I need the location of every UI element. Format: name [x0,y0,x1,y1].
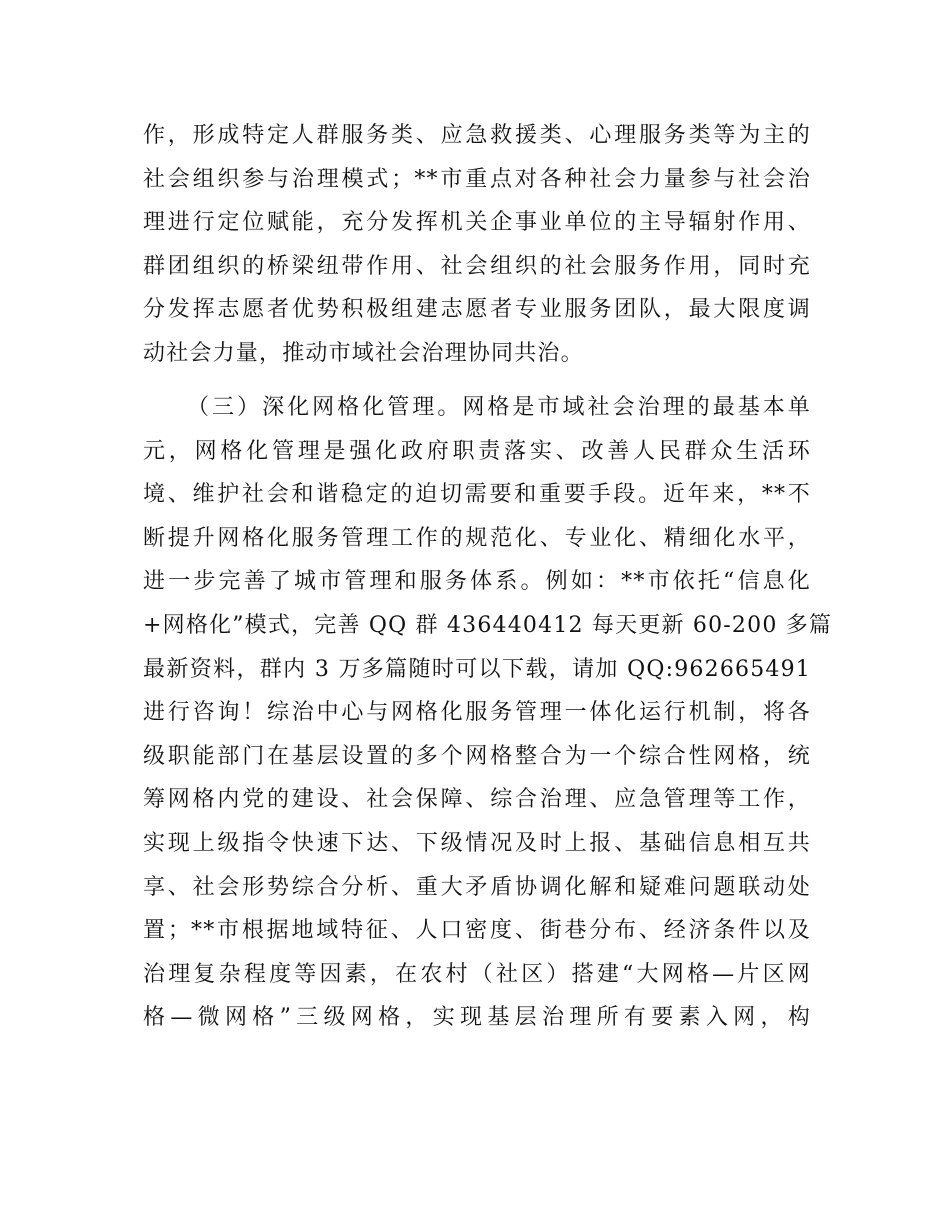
paragraph-line: 筹网格内党的建设、社会保障、综合治理、应急管理等工作， [143,787,811,813]
paragraph-line: 进行咨询！综治中心与网格化服务管理一体化运行机制，将各 [143,700,811,726]
paragraph-line: 治理复杂程度等因素，在农村（社区）搭建“大网格—片区网 [143,961,811,987]
paragraph-line: 理进行定位赋能，充分发挥机关企事业单位的主导辐射作用、 [143,210,811,236]
paragraph-line: 格—微网格”三级网格，实现基层治理所有要素入网，构 [143,1005,811,1031]
paragraph-line: 元，网格化管理是强化政府职责落实、改善人民群众生活环 [143,438,811,464]
paragraph-line: （三）深化网格化管理。网格是市域社会治理的最基本单 [187,395,811,420]
paragraph-line: 群团组织的桥梁纽带作用、社会组织的社会服务作用，同时充 [143,253,811,279]
paragraph-line: 实现上级指令快速下达、下级情况及时上报、基础信息相互共 [143,830,811,856]
paragraph-line: 作，形成特定人群服务类、应急救援类、心理服务类等为主的 [143,123,811,148]
paragraph-line: 置；**市根据地域特征、人口密度、街巷分布、经济条件以及 [143,918,811,944]
paragraph-line: 断提升网格化服务管理工作的规范化、专业化、精细化水平， [143,525,811,551]
paragraph-line: 社会组织参与治理模式；**市重点对各种社会力量参与社会治 [143,166,811,192]
paragraph-2 [143,386,833,1040]
paragraph-line: 分发挥志愿者优势积极组建志愿者专业服务团队，最大限度调 [143,297,811,323]
paragraph-line: 级职能部门在基层设置的多个网格整合为一个综合性网格，统 [143,743,811,769]
paragraph-line: 境、维护社会和谐稳定的迫切需要和重要手段。近年来，**不 [143,482,811,508]
paragraph-line: +网格化”模式，完善 QQ 群 436440412 每天更新 60-200 多篇 [143,612,833,638]
paragraph-line: 享、社会形势综合分析、重大矛盾协调化解和疑难问题联动处 [143,874,811,900]
paragraph-1 [143,114,811,376]
paragraph-line: 动社会力量，推动市域社会治理协同共治。 [143,340,584,366]
paragraph-line: 最新资料，群内 3 万多篇随时可以下载，请加 QQ:962665491 [143,656,811,682]
paragraph-line: 进一步完善了城市管理和服务体系。例如：**市依托“信息化 [143,569,811,595]
